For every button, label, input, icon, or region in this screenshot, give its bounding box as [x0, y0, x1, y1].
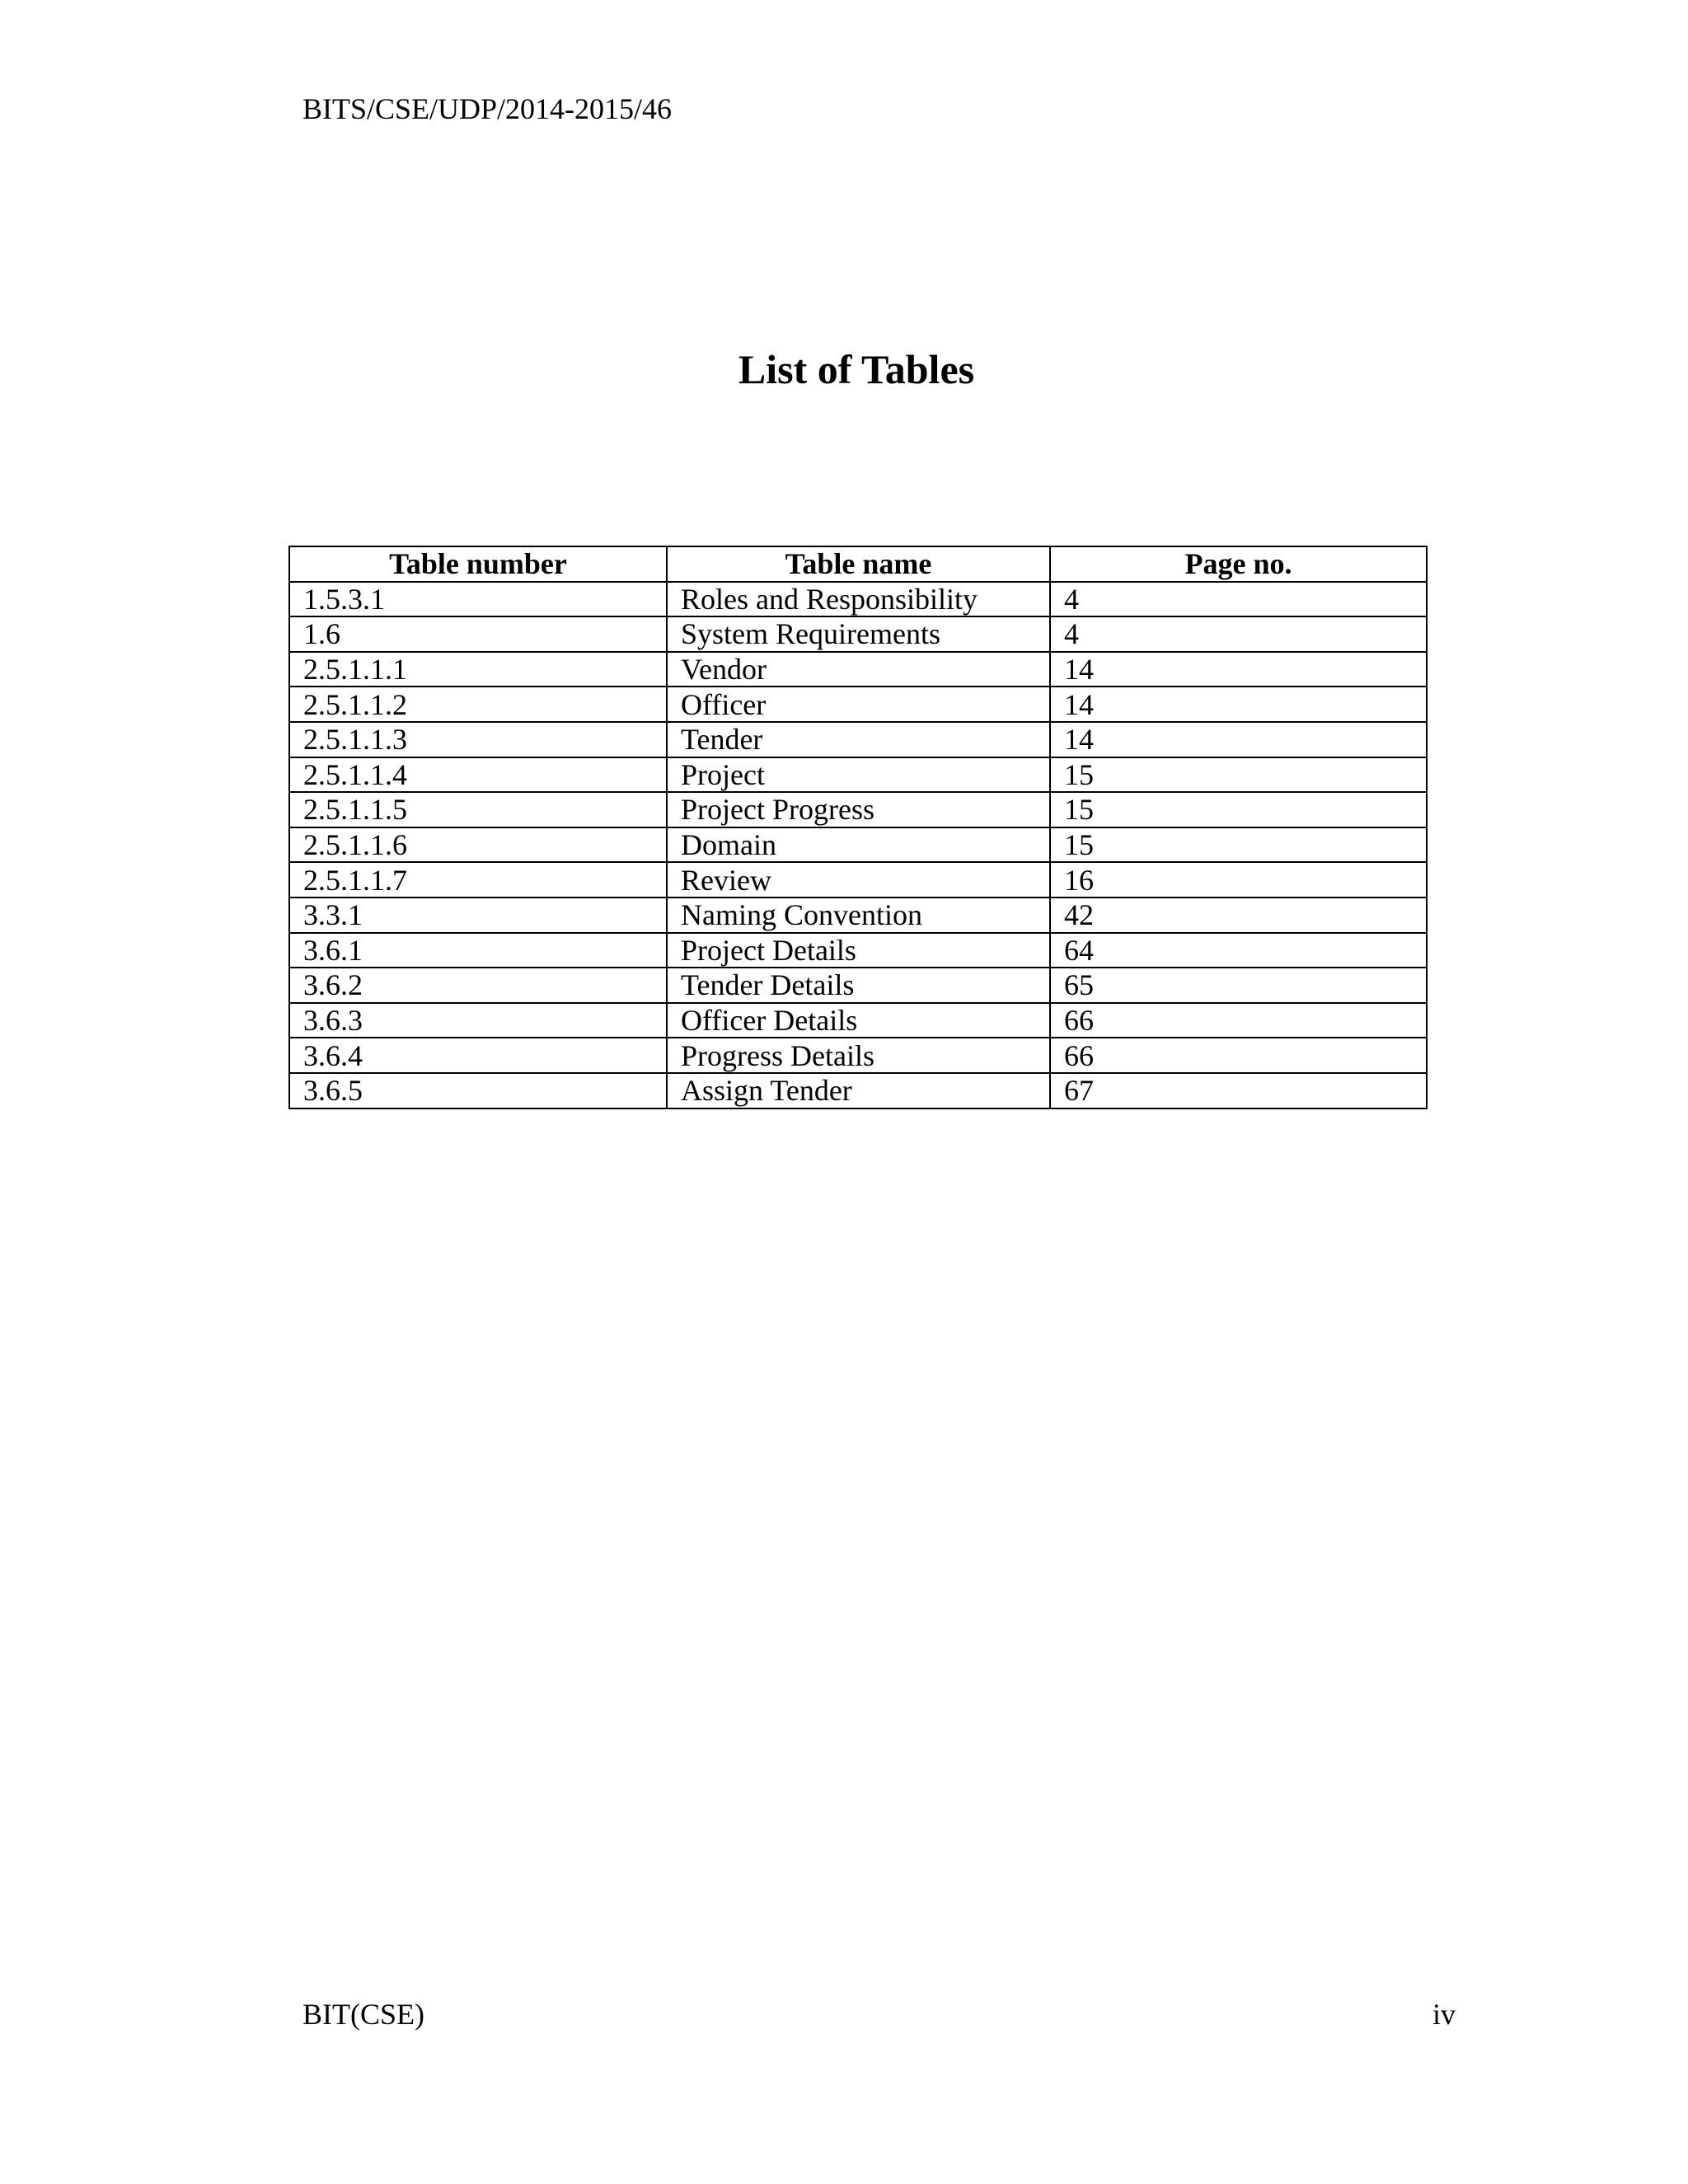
table-name-cell: Officer Details	[667, 1003, 1050, 1038]
page-number-cell: 14	[1050, 687, 1427, 722]
table-number-cell: 2.5.1.1.7	[289, 862, 667, 898]
page-number-cell: 66	[1050, 1003, 1427, 1038]
table-row	[289, 933, 1427, 968]
page-number-cell: 4	[1050, 582, 1427, 617]
table-name-cell: Vendor	[667, 652, 1050, 687]
page-number-cell: 15	[1050, 827, 1427, 863]
document-code: BITS/CSE/UDP/2014-2015/46	[302, 92, 673, 125]
table-name-cell: Project Progress	[667, 792, 1050, 827]
table-row	[289, 757, 1427, 793]
page-number-cell: 67	[1050, 1073, 1427, 1108]
table-row	[289, 616, 1427, 652]
table-row	[289, 827, 1427, 863]
table-row	[289, 1003, 1427, 1038]
table-number-cell: 3.6.5	[289, 1073, 667, 1108]
page-number-cell: 16	[1050, 862, 1427, 898]
page-number-cell: 14	[1050, 722, 1427, 757]
page-number-cell: 66	[1050, 1038, 1427, 1073]
table-number-cell: 3.6.4	[289, 1038, 667, 1073]
table-number-cell: 2.5.1.1.6	[289, 827, 667, 863]
table-name-cell: Naming Convention	[667, 898, 1050, 933]
page-number-cell: 65	[1050, 968, 1427, 1003]
column-header-table-name: Table name	[667, 546, 1050, 582]
table-number-cell: 2.5.1.1.5	[289, 792, 667, 827]
column-header-table-number: Table number	[289, 546, 667, 582]
table-name-cell: Tender Details	[667, 968, 1050, 1003]
page-number-cell: 4	[1050, 616, 1427, 652]
table-row	[289, 862, 1427, 898]
table-name-cell: Tender	[667, 722, 1050, 757]
table-number-cell: 2.5.1.1.1	[289, 652, 667, 687]
table-name-cell: Project	[667, 757, 1050, 793]
footer-department: BIT(CSE)	[302, 1998, 424, 2031]
table-row	[289, 898, 1427, 933]
table-number-cell: 2.5.1.1.2	[289, 687, 667, 722]
page-number-cell: 15	[1050, 792, 1427, 827]
table-number-cell: 3.6.2	[289, 968, 667, 1003]
table-row	[289, 652, 1427, 687]
table-number-cell: 1.6	[289, 616, 667, 652]
table-name-cell: Roles and Responsibility	[667, 582, 1050, 617]
table-name-cell: Assign Tender	[667, 1073, 1050, 1108]
footer-page-number: iv	[1432, 1998, 1456, 2031]
page-number-cell: 15	[1050, 757, 1427, 793]
table-name-cell: Project Details	[667, 933, 1050, 968]
table-row	[289, 1038, 1427, 1073]
table-number-cell: 3.6.1	[289, 933, 667, 968]
table-number-cell: 2.5.1.1.3	[289, 722, 667, 757]
list-of-tables	[288, 546, 1428, 1109]
table-name-cell: System Requirements	[667, 616, 1050, 652]
table-name-cell: Domain	[667, 827, 1050, 863]
table-name-cell: Review	[667, 862, 1050, 898]
table-row	[289, 968, 1427, 1003]
page-title: List of Tables	[738, 346, 975, 392]
table-number-cell: 2.5.1.1.4	[289, 757, 667, 793]
table-number-cell: 3.6.3	[289, 1003, 667, 1038]
table-row	[289, 582, 1427, 617]
table-row	[289, 1073, 1427, 1108]
table-number-cell: 3.3.1	[289, 898, 667, 933]
table-name-cell: Progress Details	[667, 1038, 1050, 1073]
table-row	[289, 687, 1427, 722]
table-row	[289, 722, 1427, 757]
page-number-cell: 14	[1050, 652, 1427, 687]
table-row	[289, 792, 1427, 827]
column-header-page-no: Page no.	[1050, 546, 1427, 582]
page-number-cell: 42	[1050, 898, 1427, 933]
table-name-cell: Officer	[667, 687, 1050, 722]
table-header-row	[289, 546, 1427, 582]
table-number-cell: 1.5.3.1	[289, 582, 667, 617]
page-number-cell: 64	[1050, 933, 1427, 968]
